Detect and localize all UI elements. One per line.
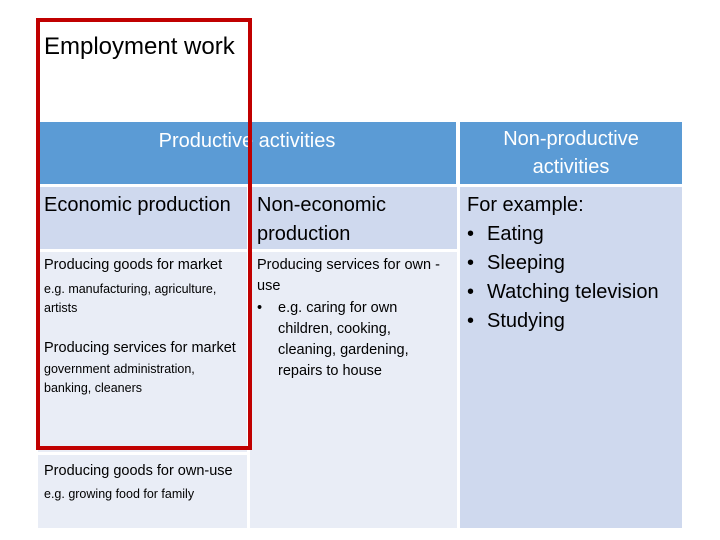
goods-own-use-label: Producing goods for own-use — [44, 463, 233, 479]
list-item: • Sleeping — [467, 249, 676, 278]
non-productive-intro: For example: — [467, 194, 584, 216]
non-economic-production-label: Non-economic production — [257, 194, 386, 245]
employment-work-highlight — [36, 18, 252, 450]
header-productive-label: Productive activities — [158, 130, 336, 152]
header-non-productive — [460, 122, 682, 184]
list-item: • Watching television — [467, 278, 676, 307]
goods-market-label: Producing goods for market — [44, 257, 223, 273]
list-item: • Eating — [467, 220, 676, 249]
non-productive-examples-cell — [460, 187, 682, 528]
goods-market-example: e.g. manufacturing, agriculture, artists — [44, 282, 217, 315]
services-own-use-example: • e.g. caring for own children, cooking, cleaning, gardening, repairs to house — [257, 298, 450, 382]
services-market-label: Producing services for market — [44, 340, 236, 356]
goods-own-use-example: e.g. growing food for family — [44, 487, 195, 501]
services-market-example: government administration, banking, cleaners — [44, 362, 195, 395]
non-economic-services-cell — [250, 252, 457, 528]
page-title: Employment work — [44, 33, 235, 60]
list-item: • Studying — [467, 307, 676, 336]
services-own-use-label: Producing services for own -use — [257, 257, 440, 294]
header-non-productive-label: Non-productive activities — [503, 128, 639, 178]
own-use-goods-cell — [38, 455, 247, 528]
non-economic-production-cell — [250, 187, 457, 249]
economic-production-label: Economic production — [44, 194, 231, 216]
